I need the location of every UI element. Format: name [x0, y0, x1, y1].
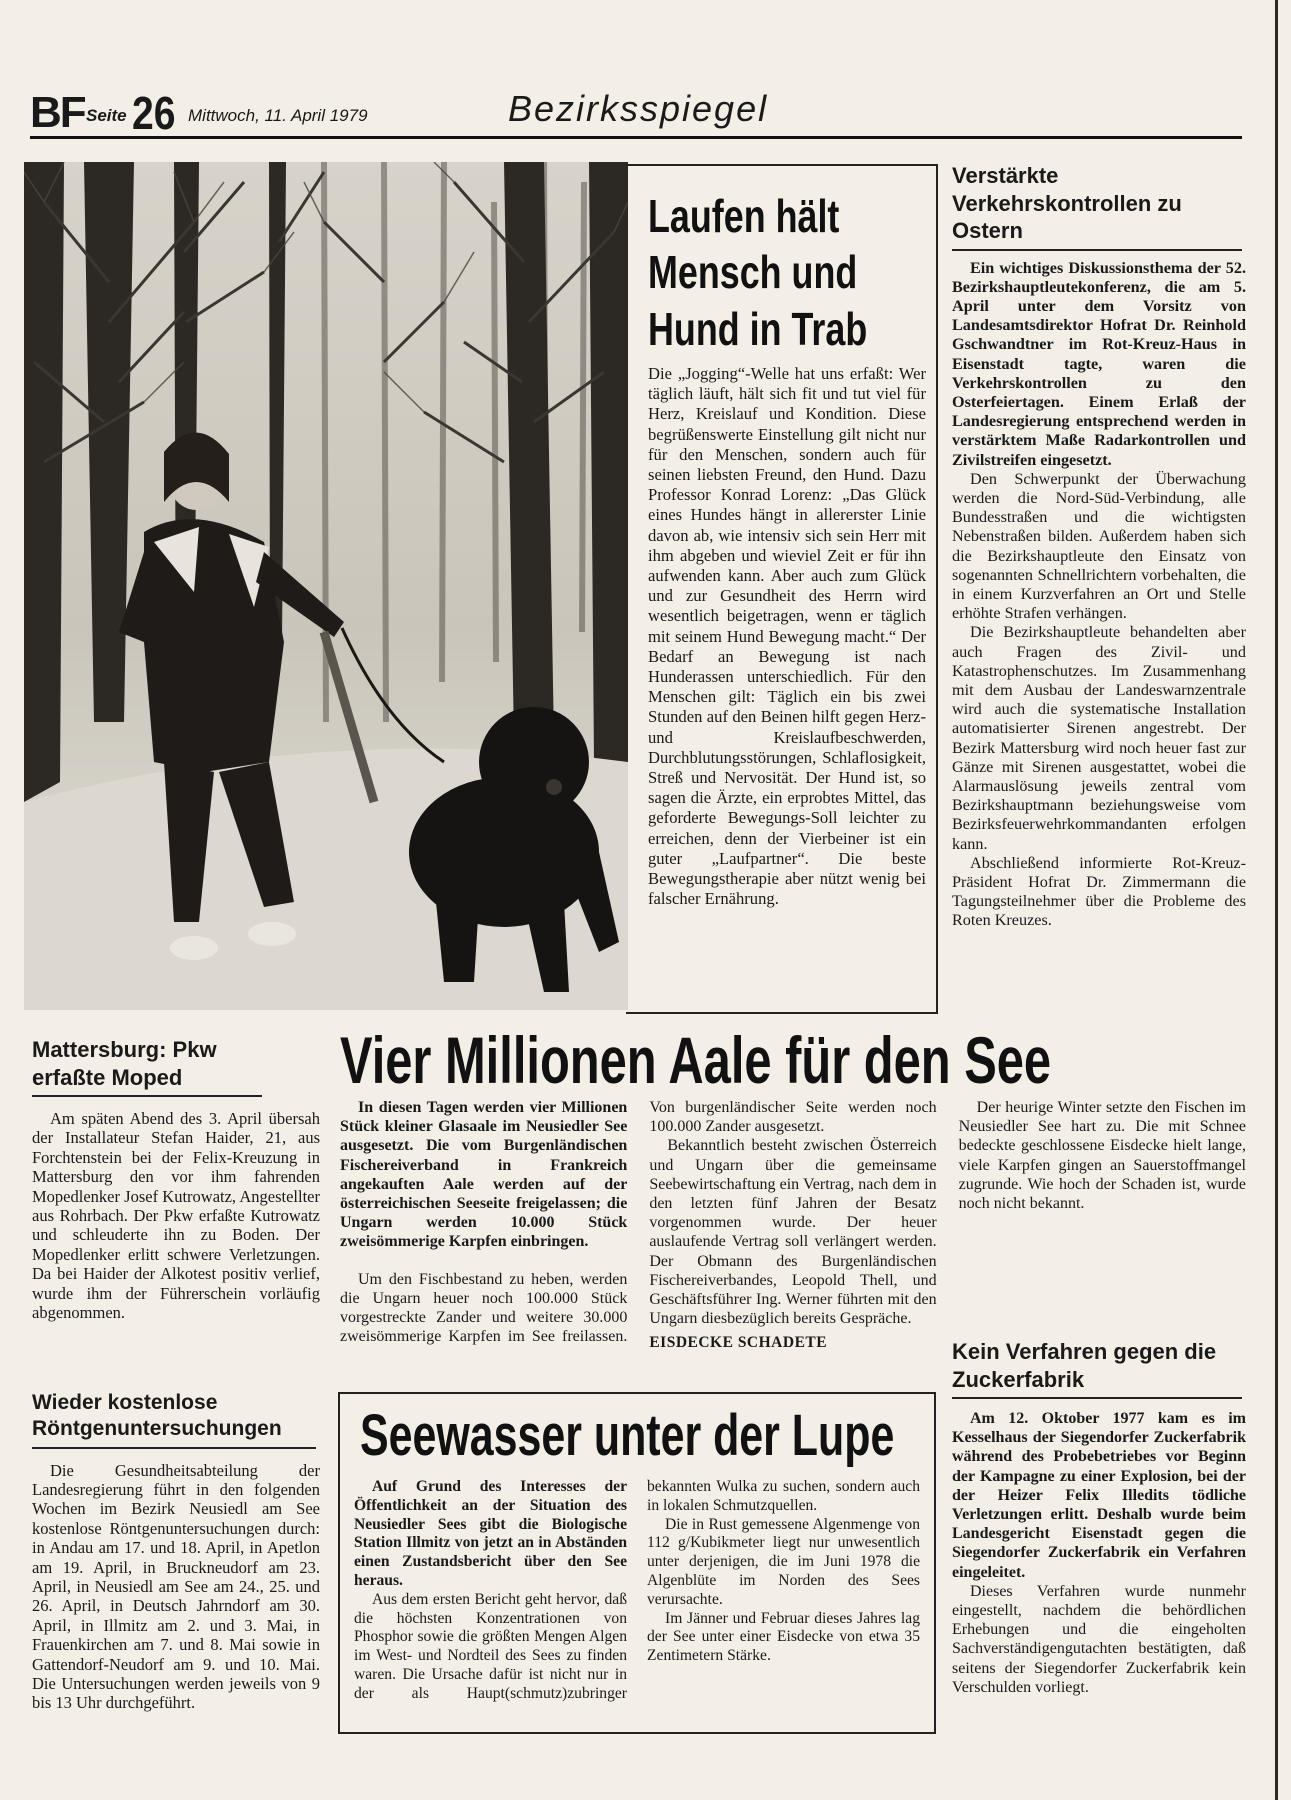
verkehr-lead: Ein wichtiges Diskussionsthema der 52. Bezirkshauptleutekonferenz, die am 5. April unter dem Vorsitz von Landesamtsdirektor Hofrat Dr. Reinhold Gschwandtner im Rot-Kreuz-Haus in Eisenstadt tagte, waren die Verkehrskontrollen zu den Osterfeiertagen. Einem Erlaß der Landesregierung entsprechend werden in verstärktem Maße Radarkontrollen und Zivilstreifen eingesetzt.: [952, 258, 1246, 469]
masthead: [30, 86, 1242, 139]
verkehr-paragraph-4: Abschließend informierte Rot-Kreuz-Präsident Hofrat Dr. Zimmermann die Tagungsteilnehmer über die Probleme des Roten Kreuzes.: [952, 853, 1246, 930]
aale-columns: [340, 1098, 1246, 1368]
aale-headline: Vier Millionen Aale für den See: [340, 1023, 1052, 1097]
mattersburg-article: [32, 1036, 320, 1322]
mattersburg-body: Am späten Abend des 3. April übersah der Installateur Stefan Haider, 21, aus Forchtenstein bei der Felix-Kreuzung in Mattersburg den vor ihm fahrenden Mopedlenker Josef Kutrowatz, Angestellter aus Rohrbach. Der Pkw erfaßte Kutrowatz und schleuderte ihn zu Boden. Der Mopedlenker erlitt schwere Verletzungen. Da bei Haider der Alkotest positiv verlief, wurde ihm der Führerschein vorläufig abgenommen.: [32, 1109, 320, 1323]
aale-article: [340, 1023, 1246, 1376]
verkehr-paragraph-2: Den Schwerpunkt der Überwachung werden die Nord-Süd-Verbindung, alle Bundesstraßen und die wichtigsten Nebenstraßen bilden. Außerdem haben sich die Bezirkshauptleute den Einsatz von sogenannten Schnellrichtern vorbehalten, die in einem Kurzverfahren an Ort und Stelle erhöhte Strafen verhängen.: [952, 469, 1246, 623]
laufen-headline-line-1: Laufen hält: [648, 190, 840, 242]
page-label: Seite: [86, 106, 127, 125]
seewasser-article: [338, 1392, 936, 1734]
laufen-headline-line-3: Hund in Trab: [648, 302, 868, 355]
laufen-headline: [648, 192, 926, 364]
roentgen-headline: Wieder kostenlose Röntgenuntersuchungen: [32, 1390, 316, 1449]
roentgen-article: [32, 1390, 320, 1713]
verkehr-headline: Verstärkte Verkehrskontrollen zu Ostern: [952, 162, 1242, 251]
zucker-lead: Am 12. Oktober 1977 kam es im Kesselhaus der Siegendorfer Zuckerfabrik während des Probebetriebes vor Beginn der Kampagne zu einer Explosion, bei der der Heizer Felix Illedits tödliche Verletzungen erlitt. Deshalb wurde beim Landesgericht Eisenstadt gegen die Siegendorfer Zuckerfabrik ein Verfahren eingeleitet.: [952, 1410, 1246, 1581]
roentgen-body: Die Gesundheitsabteilung der Landesregierung führt in den folgenden Wochen im Bezirk Neusiedl am See kostenlose Röntgenuntersuchungen durch: in Andau am 17. und 18. April, in Apetlon am 19. April, in Bruckneudorf am 23. April, in Neusiedl am See am 24., 25. und 26. April, in Deutsch Jahrndorf am 30. April, in Illmitz am 2. und 3. Mai, in Frauenkirchen am 7. und 8. Mai sowie in Gattendorf-Neudorf am 9. und 10. Mai. Die Untersuchungen werden jeweils von 9 bis 13 Uhr durchgeführt.: [32, 1460, 320, 1713]
aale-kicker: EISDECKE SCHADETE: [649, 1334, 828, 1352]
jogger-with-dog-image: [24, 162, 628, 1010]
seewasser-columns: [354, 1478, 920, 1728]
jogging-photo: [24, 162, 628, 1010]
zucker-headline: Kein Verfahren gegen die Zuckerfabrik: [952, 1338, 1242, 1399]
seewasser-paragraph-3: Die in Rust gemessene Algenmenge von 112 g/Kubikmeter liegt nur unwesentlich unter derjenigen, die im Juni 1978 die Algenblüte im Norden des Sees verursachte.: [647, 1515, 920, 1608]
section-title: Bezirksspiegel: [508, 88, 769, 129]
laufen-headline-line-2: Mensch und: [648, 246, 858, 299]
paper-logo: BF: [30, 88, 85, 137]
seewasser-lead: Auf Grund des Interesses der Öffentlichkeit an der Situation des Neusiedler Sees gibt die Biologische Station Illmitz von jetzt an in Abständen einen Zustandsbericht über den See heraus.: [354, 1478, 627, 1589]
zucker-article: [952, 1338, 1246, 1697]
issue-date: Mittwoch, 11. April 1979: [188, 106, 368, 125]
mattersburg-headline: Mattersburg: Pkw erfaßte Moped: [32, 1036, 262, 1097]
page-edge-rule: [1275, 0, 1278, 1800]
aale-paragraph-2: Um den Fischbestand zu heben, werden die Ungarn heuer noch 100.000 Stück vorgestreckte Zander und weitere 30.000 zweisömmerige Karpfen im See freilassen. Von burgenländischer Seite werden noch 100.000 Zander ausgesetzt.: [340, 1099, 937, 1346]
seewasser-paragraph-2: Aus dem ersten Bericht geht hervor, daß die höchsten Konzentrationen von Phosphor sowie die größten Mengen Algen im West- und Nordteil des Sees zu finden waren. Die Ursache dafür ist nicht nur in der als Haupt(schmutz)zubringer bekannten Wulka zu suchen, sondern auch in lokalen Schmutzquellen.: [354, 1478, 920, 1702]
seewasser-paragraph-4: Im Jänner und Februar dieses Jahres lag der See unter einer Eisdecke von etwa 35 Zentimetern Stärke.: [647, 1609, 920, 1665]
seewasser-headline: Seewasser unter der Lupe: [360, 1403, 895, 1468]
laufen-article: [626, 164, 938, 1014]
verkehr-article: [952, 162, 1246, 931]
aale-paragraph-4: Der heurige Winter setzte den Fischen im Neusiedler See hart zu. Die mit Schnee bedeckte geschlossene Eisdecke hielt lange, viele Karpfen gingen an Sauerstoffmangel zugrunde. Wie hoch der Schaden ist, wurde noch nicht bekannt.: [958, 1099, 1246, 1213]
verkehr-paragraph-3: Die Bezirkshauptleute behandelten aber auch Fragen des Zivil- und Katastrophenschutzes. Im Zusammenhang mit dem Ausbau der Landeswarnzentrale wird auch die systematische Installation automatisierter Sirenen angestrebt. Der Bezirk Mattersburg wird noch heuer fast zur Gänze mit Sirenen ausgestattet, wobei die Alarmauslösung jeweils zentral vom Bezirkshauptmann beziehungsweise vom Bezirksfeuerwehrkommandanten erfolgen kann.: [952, 623, 1246, 853]
laufen-body: Die „Jogging“-Welle hat uns erfaßt: Wer täglich läuft, hält sich fit und tut viel für Herz, Kreislauf und Kondition. Diese begrüßenswerte Einstellung gilt nicht nur für den Menschen, sondern auch für seinen liebsten Freund, den Hund. Dazu Professor Konrad Lorenz: „Das Glück eines Hundes hängt in allererster Linie davon ab, wie intensiv sich sein Herr mit ihm abgeben und wieviel Zeit er für ihn aufwenden kann. Aber auch zum Glück und zur Gesundheit des Herrn wird wesentlich beigetragen, wenn er täglich mit seinem Hund Bewegung macht.“ Der Bedarf an Bewegung ist nach Hunderassen unterschiedlich. Für den Menschen gilt: Täglich ein bis zwei Stunden auf den Beinen hilft gegen Herz- und Kreislaufbeschwerden, Durchblutungsstörungen, Schlaflosigkeit, Streß und Nervosität. Der Hund ist, so sagen die Ärzte, ein erprobtes Mittel, das geforderte Bewegungs-Soll leichter zu erreichen, denn der Vierbeiner ist ein guter „Laufpartner“. Die beste Bewegungstherapie aber nützt wenig bei falscher Ernährung.: [648, 364, 926, 909]
page-number: 26: [132, 87, 176, 139]
aale-lead: In diesen Tagen werden vier Millionen Stück kleiner Glasaale im Neusiedler See ausgesetzt. Die vom Burgenländischen Fischereiverband in Frankreich angekauften Aale werden auf der österreichischen Seeseite freigelassen; die Ungarn werden 10.000 Stück zweisömmerige Karpfen einbringen.: [340, 1099, 628, 1251]
aale-paragraph-3: Bekanntlich besteht zwischen Österreich und Ungarn über die gemeinsame Seebewirtschaftung ein Vertrag, nach dem in den letzten fünf Jahren der Besatz vorgenommen wurde. Der heuer auslaufende Vertrag soll verlängert werden. Der Obmann des Burgenländischen Fischereiverbandes, Leopold Thell, und Geschäftsführer Ing. Werner führten mit den Ungarn diesbezüglich bereits Gespräche.: [649, 1137, 937, 1328]
zucker-paragraph-2: Dieses Verfahren wurde nunmehr eingestellt, nachdem die behördlichen Erhebungen und die eingeholten Sachverständigengutachten bestätigten, daß seitens der Siegendorfer Zuckerfabrik kein Verschulden vorliegt.: [952, 1582, 1246, 1696]
